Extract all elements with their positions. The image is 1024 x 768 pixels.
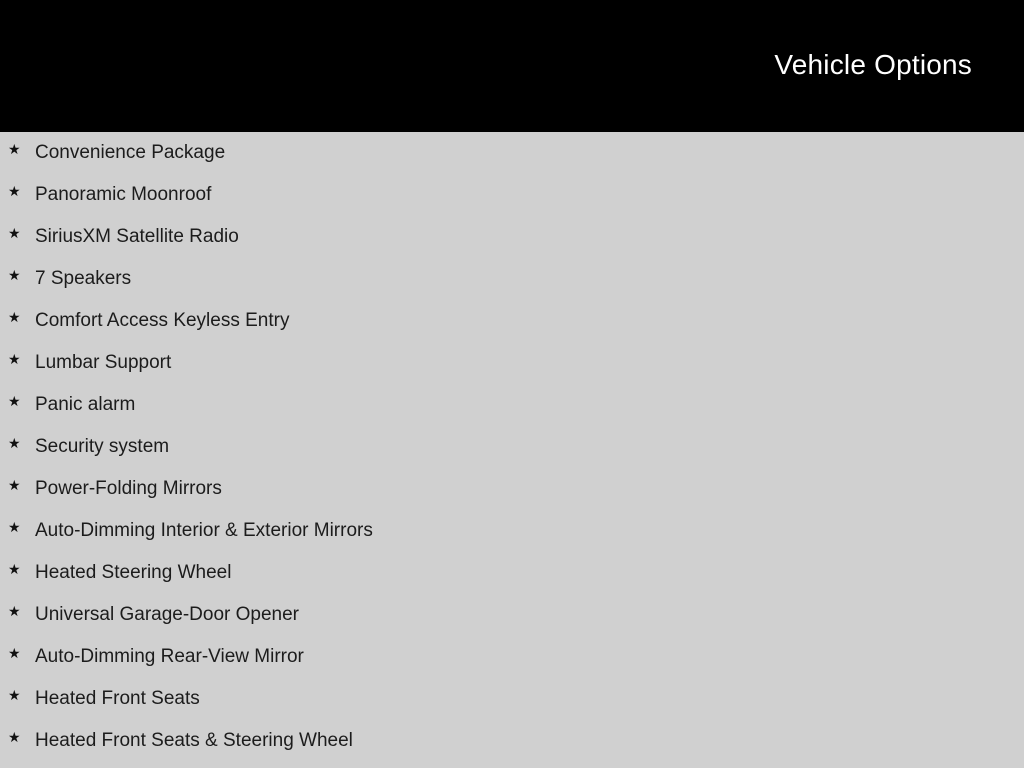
option-label: Convenience Package xyxy=(35,142,226,163)
option-label: Heated Front Seats xyxy=(35,688,200,709)
star-icon: ★ xyxy=(8,729,21,745)
star-icon: ★ xyxy=(8,687,21,703)
option-label: Heated Steering Wheel xyxy=(35,562,232,583)
page-title: Vehicle Options xyxy=(774,49,972,80)
option-label: Power-Folding Mirrors xyxy=(35,478,222,499)
option-label: Heated Front Seats & Steering Wheel xyxy=(35,730,353,751)
star-icon: ★ xyxy=(8,645,21,661)
star-icon: ★ xyxy=(8,183,21,199)
option-item xyxy=(0,174,1024,216)
option-label: Security system xyxy=(35,436,170,457)
option-item xyxy=(0,132,1024,174)
option-item xyxy=(0,510,1024,552)
option-label: Panoramic Moonroof xyxy=(35,184,212,205)
star-icon: ★ xyxy=(8,477,21,493)
option-label: Auto-Dimming Interior & Exterior Mirrors xyxy=(35,520,373,541)
option-label: Lumbar Support xyxy=(35,352,172,373)
option-item xyxy=(0,258,1024,300)
star-icon: ★ xyxy=(8,393,21,409)
option-label: Universal Garage-Door Opener xyxy=(35,604,300,625)
star-icon: ★ xyxy=(8,435,21,451)
option-label: Panic alarm xyxy=(35,394,136,415)
options-panel xyxy=(0,132,1024,768)
option-item xyxy=(0,594,1024,636)
option-item xyxy=(0,468,1024,510)
star-icon: ★ xyxy=(8,561,21,577)
star-icon: ★ xyxy=(8,519,21,535)
star-icon: ★ xyxy=(8,225,21,241)
option-item xyxy=(0,216,1024,258)
option-item xyxy=(0,300,1024,342)
star-icon: ★ xyxy=(8,267,21,283)
star-icon: ★ xyxy=(8,309,21,325)
option-label: Auto-Dimming Rear-View Mirror xyxy=(35,646,304,667)
star-icon: ★ xyxy=(8,141,21,157)
option-label: 7 Speakers xyxy=(35,268,132,289)
option-item xyxy=(0,342,1024,384)
star-icon: ★ xyxy=(8,351,21,367)
option-item xyxy=(0,426,1024,468)
option-item xyxy=(0,720,1024,762)
star-icon: ★ xyxy=(8,603,21,619)
option-item xyxy=(0,678,1024,720)
option-item xyxy=(0,552,1024,594)
page-header xyxy=(0,0,1024,132)
option-item xyxy=(0,384,1024,426)
options-list xyxy=(0,132,1024,762)
option-label: SiriusXM Satellite Radio xyxy=(35,226,239,247)
option-label: Comfort Access Keyless Entry xyxy=(35,310,290,331)
option-item xyxy=(0,636,1024,678)
